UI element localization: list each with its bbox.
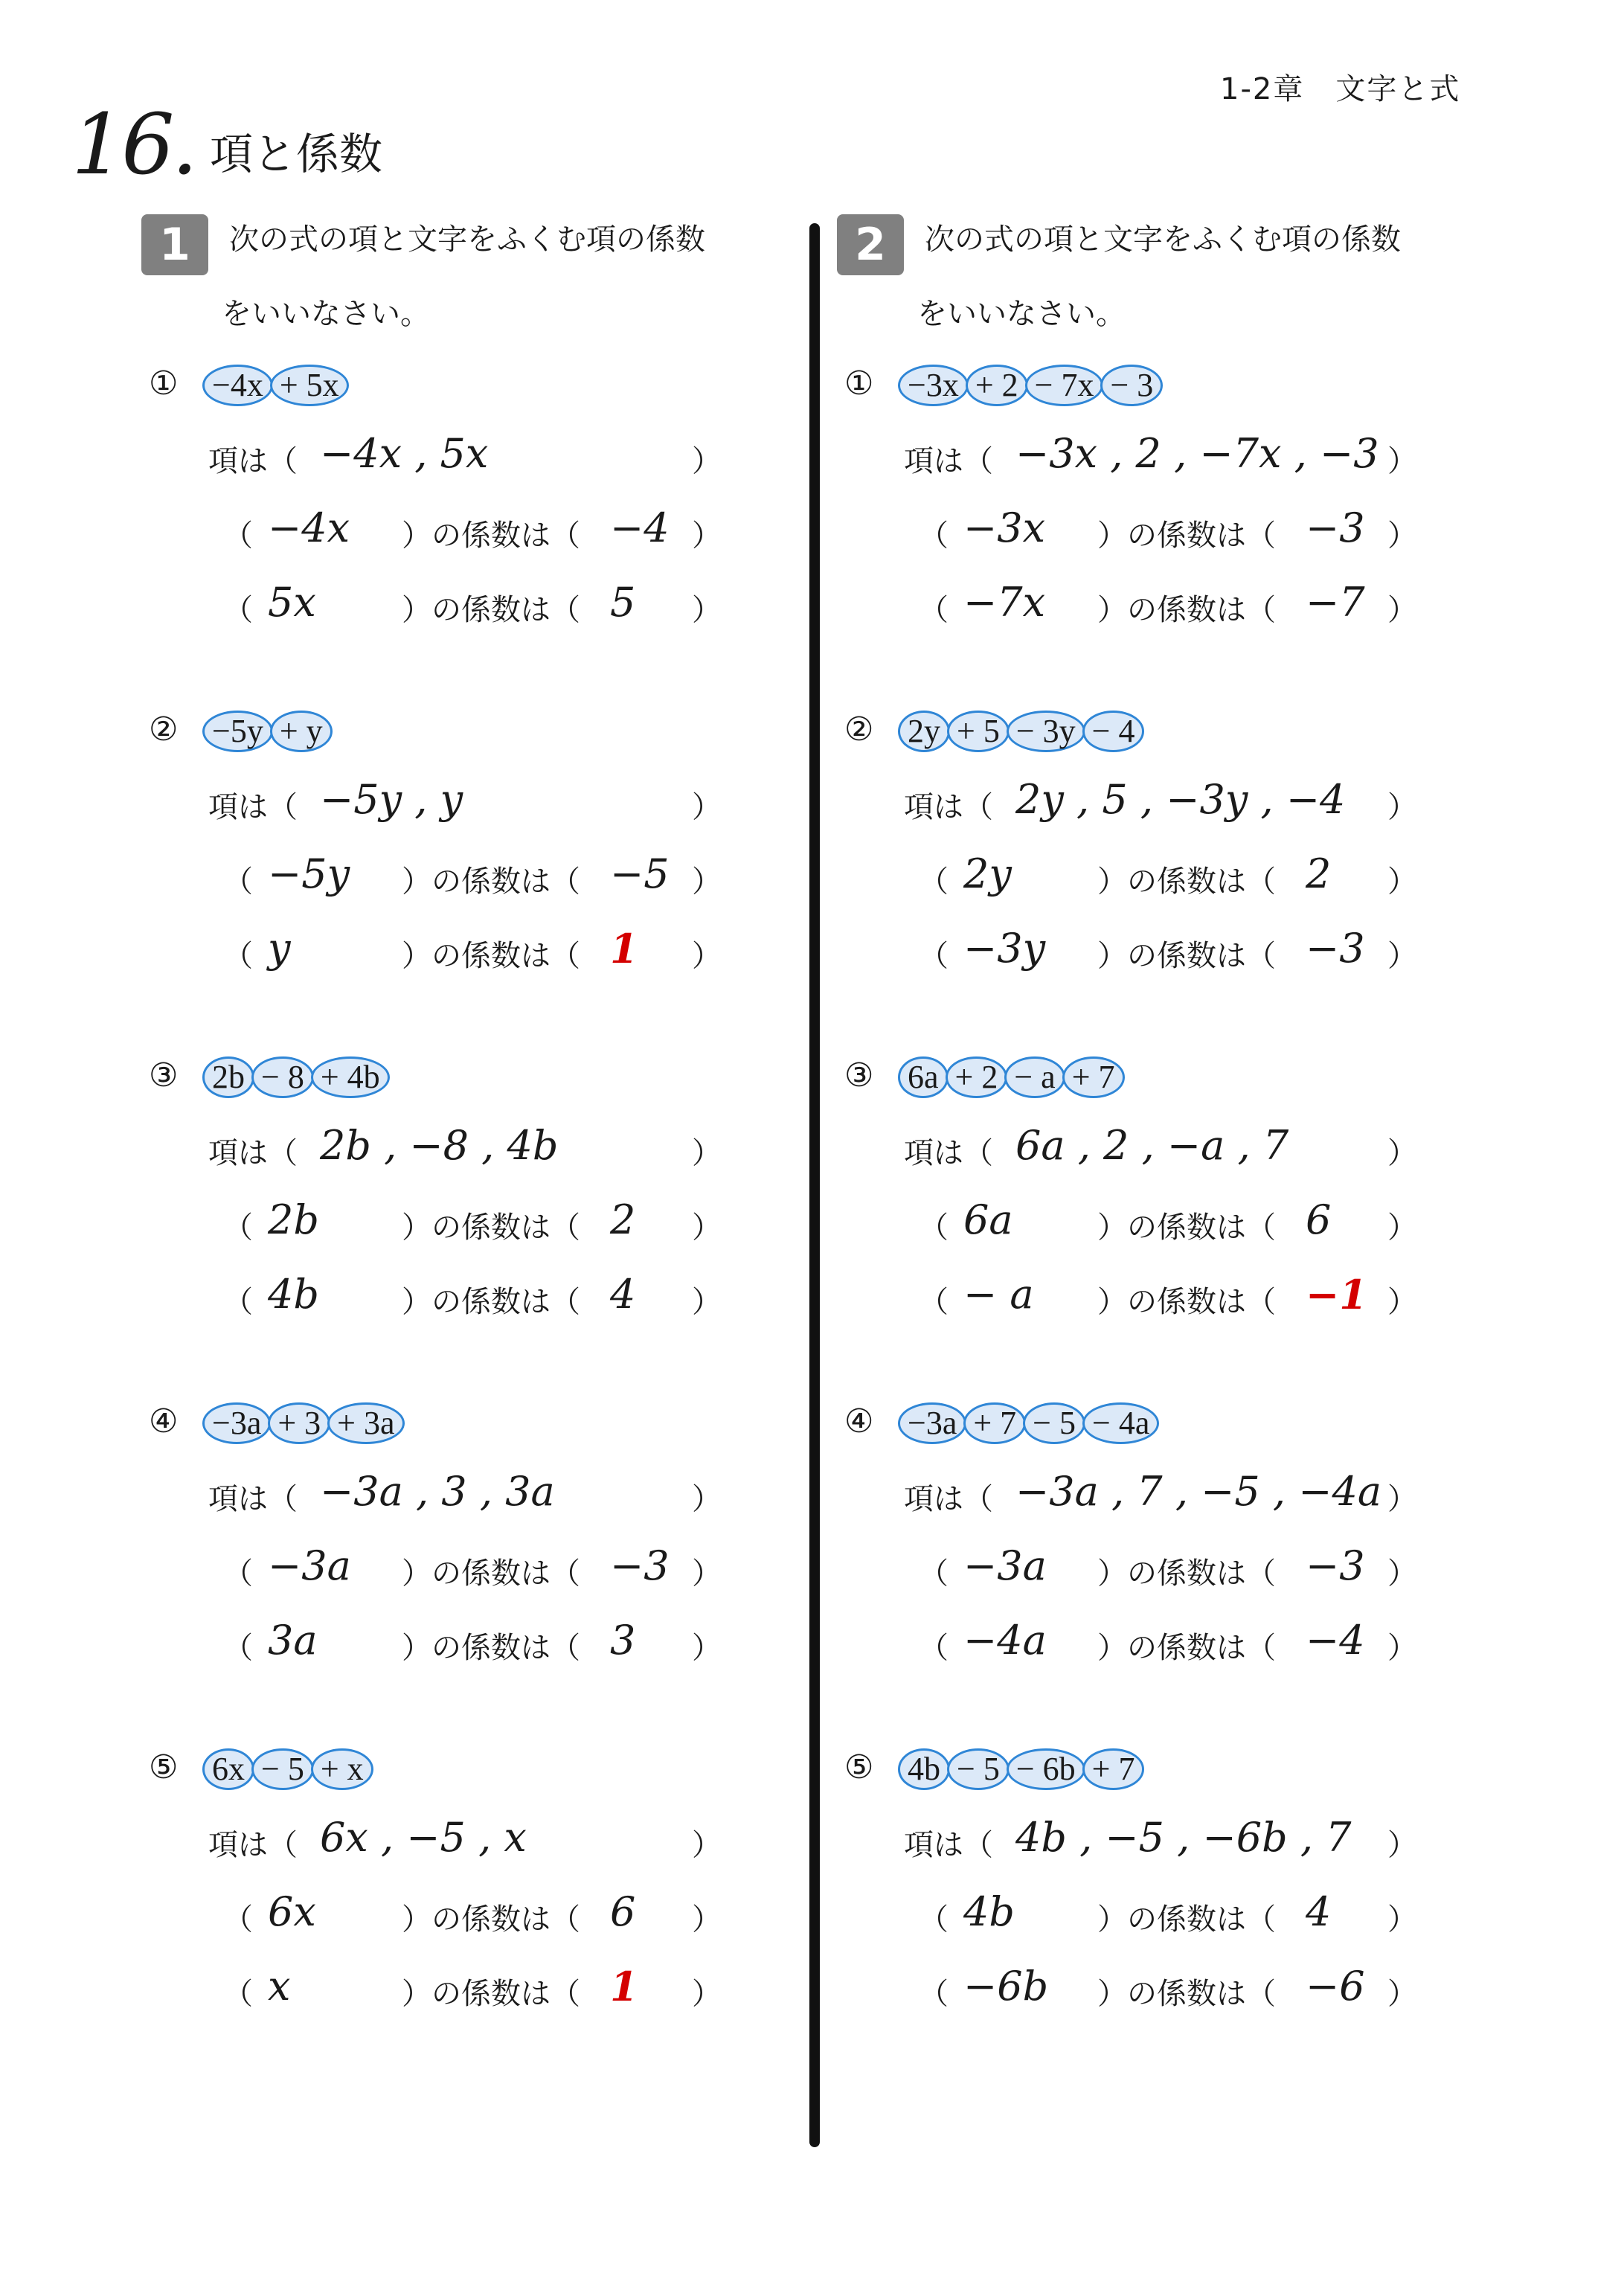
coefficient-answer: −3 <box>610 1542 670 1589</box>
coefficient-answer: 1 <box>610 925 638 972</box>
expression <box>898 1402 1156 1444</box>
expression <box>202 365 346 406</box>
expression <box>202 1402 402 1444</box>
term-answer: −3a <box>268 1542 351 1589</box>
terms-answer: −5y , y <box>320 776 463 823</box>
terms-line <box>904 776 1417 826</box>
close-paren: ） <box>1387 790 1417 824</box>
problem-number: ① <box>844 365 874 403</box>
close-paren: ） <box>692 1828 722 1862</box>
close-paren: ） <box>1387 865 1417 899</box>
coefficient-label: ）の係数は（ <box>1097 1902 1276 1937</box>
expression-term: − 6b <box>1007 1748 1085 1790</box>
coefficient-row <box>223 1617 722 1667</box>
coefficient-row <box>223 925 722 975</box>
close-paren: ） <box>692 1977 722 2011</box>
close-paren: ） <box>1387 1977 1417 2011</box>
close-paren: ） <box>1387 593 1417 627</box>
problem-1 <box>149 365 818 677</box>
term-answer: −3x <box>963 504 1046 551</box>
coefficient-label: ）の係数は（ <box>1097 519 1276 553</box>
coefficient-answer: 5 <box>610 579 636 626</box>
problem-5 <box>149 1748 818 2061</box>
terms-label: 項は（ <box>904 790 993 824</box>
terms-line <box>208 1814 722 1864</box>
coefficient-label: ）の係数は（ <box>402 1556 580 1591</box>
chapter-label: 1-2章 文字と式 <box>1220 72 1461 106</box>
coefficient-answer: 2 <box>1306 850 1332 897</box>
terms-label: 項は（ <box>208 1482 298 1516</box>
close-paren: ） <box>692 444 722 478</box>
close-paren: ） <box>1387 1556 1417 1591</box>
problem-number: ⑤ <box>149 1748 179 1786</box>
close-paren: ） <box>692 1631 722 1665</box>
expression-term: 6a <box>898 1056 949 1098</box>
terms-label: 項は（ <box>904 444 993 478</box>
coefficient-answer: −4 <box>610 504 670 551</box>
term-answer: − a <box>963 1271 1034 1318</box>
coefficient-row <box>919 925 1417 975</box>
lesson-title: 項と係数 <box>210 129 383 179</box>
terms-line <box>208 430 722 480</box>
problem-number: ④ <box>149 1402 179 1440</box>
coefficient-label: ）の係数は（ <box>402 1977 580 2011</box>
expression-term: − 5 <box>1023 1402 1085 1444</box>
instruction-line-2: をいいなさい。 <box>222 297 430 331</box>
term-answer: 6a <box>963 1196 1013 1243</box>
problem-1 <box>844 365 1514 677</box>
coefficient-answer: 1 <box>610 1963 638 2010</box>
expression-term: −3a <box>898 1402 966 1444</box>
problem-2 <box>149 711 818 1023</box>
coefficient-answer: 4 <box>610 1271 636 1318</box>
term-answer: x <box>268 1963 291 2010</box>
coefficient-row <box>223 1963 722 2013</box>
term-answer: 5x <box>268 579 316 626</box>
coefficient-answer: −3 <box>1306 1542 1365 1589</box>
open-paren: （ <box>223 865 253 899</box>
open-paren: （ <box>223 1977 253 2011</box>
open-paren: （ <box>919 939 949 973</box>
problem-4 <box>844 1402 1514 1715</box>
lesson-number: 16. <box>71 97 196 193</box>
open-paren: （ <box>919 1556 949 1591</box>
expression-term: 6x <box>202 1748 254 1790</box>
terms-label: 項は（ <box>904 1482 993 1516</box>
terms-line <box>208 776 722 826</box>
problem-3 <box>149 1056 818 1369</box>
coefficient-row <box>223 1542 722 1592</box>
close-paren: ） <box>692 593 722 627</box>
terms-answer: 6a , 2 , −a , 7 <box>1015 1122 1289 1169</box>
coefficient-answer: −5 <box>610 850 670 897</box>
coefficient-row <box>919 579 1417 629</box>
close-paren: ） <box>1387 1285 1417 1319</box>
coefficient-label: ）の係数は（ <box>1097 1977 1276 2011</box>
close-paren: ） <box>1387 519 1417 553</box>
open-paren: （ <box>223 519 253 553</box>
term-answer: −5y <box>268 850 350 897</box>
expression <box>898 711 1141 752</box>
expression-term: 2b <box>202 1056 254 1098</box>
terms-label: 項は（ <box>904 1136 993 1170</box>
close-paren: ） <box>692 1482 722 1516</box>
coefficient-label: ）の係数は（ <box>402 593 580 627</box>
close-paren: ） <box>692 865 722 899</box>
expression-term: 2y <box>898 711 950 752</box>
term-answer: 4b <box>963 1888 1015 1935</box>
expression-term: + 5x <box>270 365 349 406</box>
terms-label: 項は（ <box>904 1828 993 1862</box>
coefficient-answer: −1 <box>1306 1271 1367 1318</box>
terms-answer: 4b , −5 , −6b , 7 <box>1015 1814 1352 1861</box>
expression-term: −3x <box>898 365 969 406</box>
terms-label: 項は（ <box>208 790 298 824</box>
terms-answer: −3a , 3 , 3a <box>320 1468 555 1515</box>
expression-term: + 2 <box>966 365 1028 406</box>
problem-number: ④ <box>844 1402 874 1440</box>
coefficient-label: ）の係数は（ <box>1097 593 1276 627</box>
terms-line <box>904 1468 1417 1518</box>
terms-answer: −4x , 5x <box>320 430 489 477</box>
coefficient-row <box>223 1888 722 1938</box>
coefficient-label: ）の係数は（ <box>402 519 580 553</box>
coefficient-answer: 2 <box>610 1196 636 1243</box>
term-answer: −4a <box>963 1617 1047 1664</box>
coefficient-row <box>223 1271 722 1321</box>
expression-term: + y <box>270 711 333 752</box>
coefficient-row <box>919 1542 1417 1592</box>
expression <box>898 1056 1122 1098</box>
coefficient-row <box>919 1617 1417 1667</box>
coefficient-answer: −3 <box>1306 504 1365 551</box>
open-paren: （ <box>919 1902 949 1937</box>
terms-line <box>904 1814 1417 1864</box>
close-paren: ） <box>692 790 722 824</box>
term-answer: y <box>268 925 291 972</box>
coefficient-answer: 6 <box>610 1888 636 1935</box>
close-paren: ） <box>692 1556 722 1591</box>
coefficient-label: ）の係数は（ <box>402 1902 580 1937</box>
coefficient-answer: −4 <box>1306 1617 1365 1664</box>
expression-term: −3a <box>202 1402 271 1444</box>
close-paren: ） <box>1387 1210 1417 1245</box>
instruction-line-2: をいいなさい。 <box>917 297 1126 331</box>
open-paren: （ <box>919 519 949 553</box>
close-paren: ） <box>692 1902 722 1937</box>
open-paren: （ <box>223 1902 253 1937</box>
open-paren: （ <box>919 1285 949 1319</box>
expression-term: + 7 <box>1062 1056 1125 1098</box>
problem-5 <box>844 1748 1514 2061</box>
terms-label: 項は（ <box>208 1828 298 1862</box>
term-answer: 6x <box>268 1888 316 1935</box>
terms-line <box>904 1122 1417 1172</box>
term-answer: −7x <box>963 579 1046 626</box>
problem-3 <box>844 1056 1514 1369</box>
coefficient-answer: 3 <box>610 1617 636 1664</box>
terms-answer: −3x , 2 , −7x , −3 <box>1015 430 1379 477</box>
open-paren: （ <box>919 865 949 899</box>
close-paren: ） <box>1387 444 1417 478</box>
expression-term: − 8 <box>251 1056 314 1098</box>
section-badge: 2 <box>837 214 904 275</box>
expression <box>898 1748 1141 1790</box>
close-paren: ） <box>1387 939 1417 973</box>
expression-term: + 5 <box>947 711 1010 752</box>
expression-term: − 3y <box>1007 711 1085 752</box>
terms-line <box>208 1122 722 1172</box>
problem-number: ⑤ <box>844 1748 874 1786</box>
coefficient-label: ）の係数は（ <box>1097 1285 1276 1319</box>
expression-term: − 4 <box>1082 711 1145 752</box>
term-answer: −6b <box>963 1963 1049 2010</box>
terms-answer: 2b , −8 , 4b <box>320 1122 559 1169</box>
coefficient-label: ）の係数は（ <box>1097 939 1276 973</box>
expression-term: − 3 <box>1100 365 1163 406</box>
coefficient-row <box>919 850 1417 900</box>
coefficient-row <box>223 579 722 629</box>
expression-term: 4b <box>898 1748 950 1790</box>
instruction-line-1: 次の式の項と文字をふくむ項の係数 <box>925 222 1401 257</box>
term-answer: 3a <box>268 1617 318 1664</box>
open-paren: （ <box>919 1631 949 1665</box>
coefficient-label: ）の係数は（ <box>1097 865 1276 899</box>
problem-number: ② <box>844 711 874 748</box>
instruction-line-1: 次の式の項と文字をふくむ項の係数 <box>229 222 705 257</box>
problem-2 <box>844 711 1514 1023</box>
expression <box>202 1748 370 1790</box>
term-answer: −3y <box>963 925 1046 972</box>
coefficient-row <box>919 1963 1417 2013</box>
coefficient-row <box>919 1888 1417 1938</box>
open-paren: （ <box>223 1210 253 1245</box>
term-answer: 4b <box>268 1271 319 1318</box>
expression-term: −4x <box>202 365 273 406</box>
problem-4 <box>149 1402 818 1715</box>
problem-number: ③ <box>149 1056 179 1094</box>
coefficient-label: ）の係数は（ <box>402 1631 580 1665</box>
expression-term: − 4a <box>1082 1402 1159 1444</box>
expression-term: − 5 <box>947 1748 1010 1790</box>
terms-answer: 2y , 5 , −3y , −4 <box>1015 776 1346 823</box>
coefficient-answer: −7 <box>1306 579 1365 626</box>
terms-line <box>208 1468 722 1518</box>
coefficient-row <box>223 850 722 900</box>
coefficient-answer: −3 <box>1306 925 1365 972</box>
close-paren: ） <box>692 939 722 973</box>
open-paren: （ <box>919 1977 949 2011</box>
close-paren: ） <box>1387 1828 1417 1862</box>
coefficient-row <box>919 504 1417 554</box>
expression-term: − 7x <box>1025 365 1104 406</box>
section-badge: 1 <box>141 214 208 275</box>
coefficient-label: ）の係数は（ <box>402 1210 580 1245</box>
coefficient-label: ）の係数は（ <box>1097 1210 1276 1245</box>
expression-term: + 4b <box>311 1056 390 1098</box>
term-answer: 2b <box>268 1196 319 1243</box>
close-paren: ） <box>1387 1631 1417 1665</box>
expression <box>898 365 1160 406</box>
expression-term: −5y <box>202 711 273 752</box>
open-paren: （ <box>223 593 253 627</box>
terms-answer: 6x , −5 , x <box>320 1814 527 1861</box>
problem-number: ③ <box>844 1056 874 1094</box>
terms-label: 項は（ <box>208 1136 298 1170</box>
terms-label: 項は（ <box>208 444 298 478</box>
coefficient-label: ）の係数は（ <box>402 865 580 899</box>
open-paren: （ <box>223 939 253 973</box>
open-paren: （ <box>919 593 949 627</box>
expression-term: + 3 <box>268 1402 330 1444</box>
close-paren: ） <box>1387 1482 1417 1516</box>
coefficient-label: ）の係数は（ <box>402 1285 580 1319</box>
close-paren: ） <box>692 1285 722 1319</box>
coefficient-label: ）の係数は（ <box>1097 1556 1276 1591</box>
open-paren: （ <box>223 1631 253 1665</box>
terms-line <box>904 430 1417 480</box>
problem-number: ① <box>149 365 179 403</box>
open-paren: （ <box>223 1556 253 1591</box>
coefficient-row <box>919 1196 1417 1246</box>
problem-number: ② <box>149 711 179 748</box>
expression-term: − a <box>1004 1056 1065 1098</box>
section-1 <box>141 0 885 2232</box>
open-paren: （ <box>223 1285 253 1319</box>
expression-term: + 2 <box>946 1056 1008 1098</box>
coefficient-row <box>223 1196 722 1246</box>
close-paren: ） <box>692 1136 722 1170</box>
coefficient-row <box>223 504 722 554</box>
terms-answer: −3a , 7 , −5 , −4a <box>1015 1468 1382 1515</box>
coefficient-answer: −6 <box>1306 1963 1365 2010</box>
expression <box>202 711 330 752</box>
expression-term: + 3a <box>327 1402 404 1444</box>
close-paren: ） <box>1387 1902 1417 1937</box>
coefficient-row <box>919 1271 1417 1321</box>
term-answer: −3a <box>963 1542 1047 1589</box>
open-paren: （ <box>919 1210 949 1245</box>
coefficient-answer: 4 <box>1306 1888 1332 1935</box>
expression-term: − 5 <box>251 1748 314 1790</box>
expression <box>202 1056 387 1098</box>
expression-term: + x <box>311 1748 373 1790</box>
close-paren: ） <box>1387 1136 1417 1170</box>
coefficient-label: ）の係数は（ <box>402 939 580 973</box>
term-answer: 2y <box>963 850 1012 897</box>
coefficient-answer: 6 <box>1306 1196 1332 1243</box>
section-2 <box>837 0 1581 2232</box>
expression-term: + 7 <box>1082 1748 1145 1790</box>
close-paren: ） <box>692 1210 722 1245</box>
term-answer: −4x <box>268 504 350 551</box>
close-paren: ） <box>692 519 722 553</box>
expression-term: + 7 <box>963 1402 1026 1444</box>
coefficient-label: ）の係数は（ <box>1097 1631 1276 1665</box>
